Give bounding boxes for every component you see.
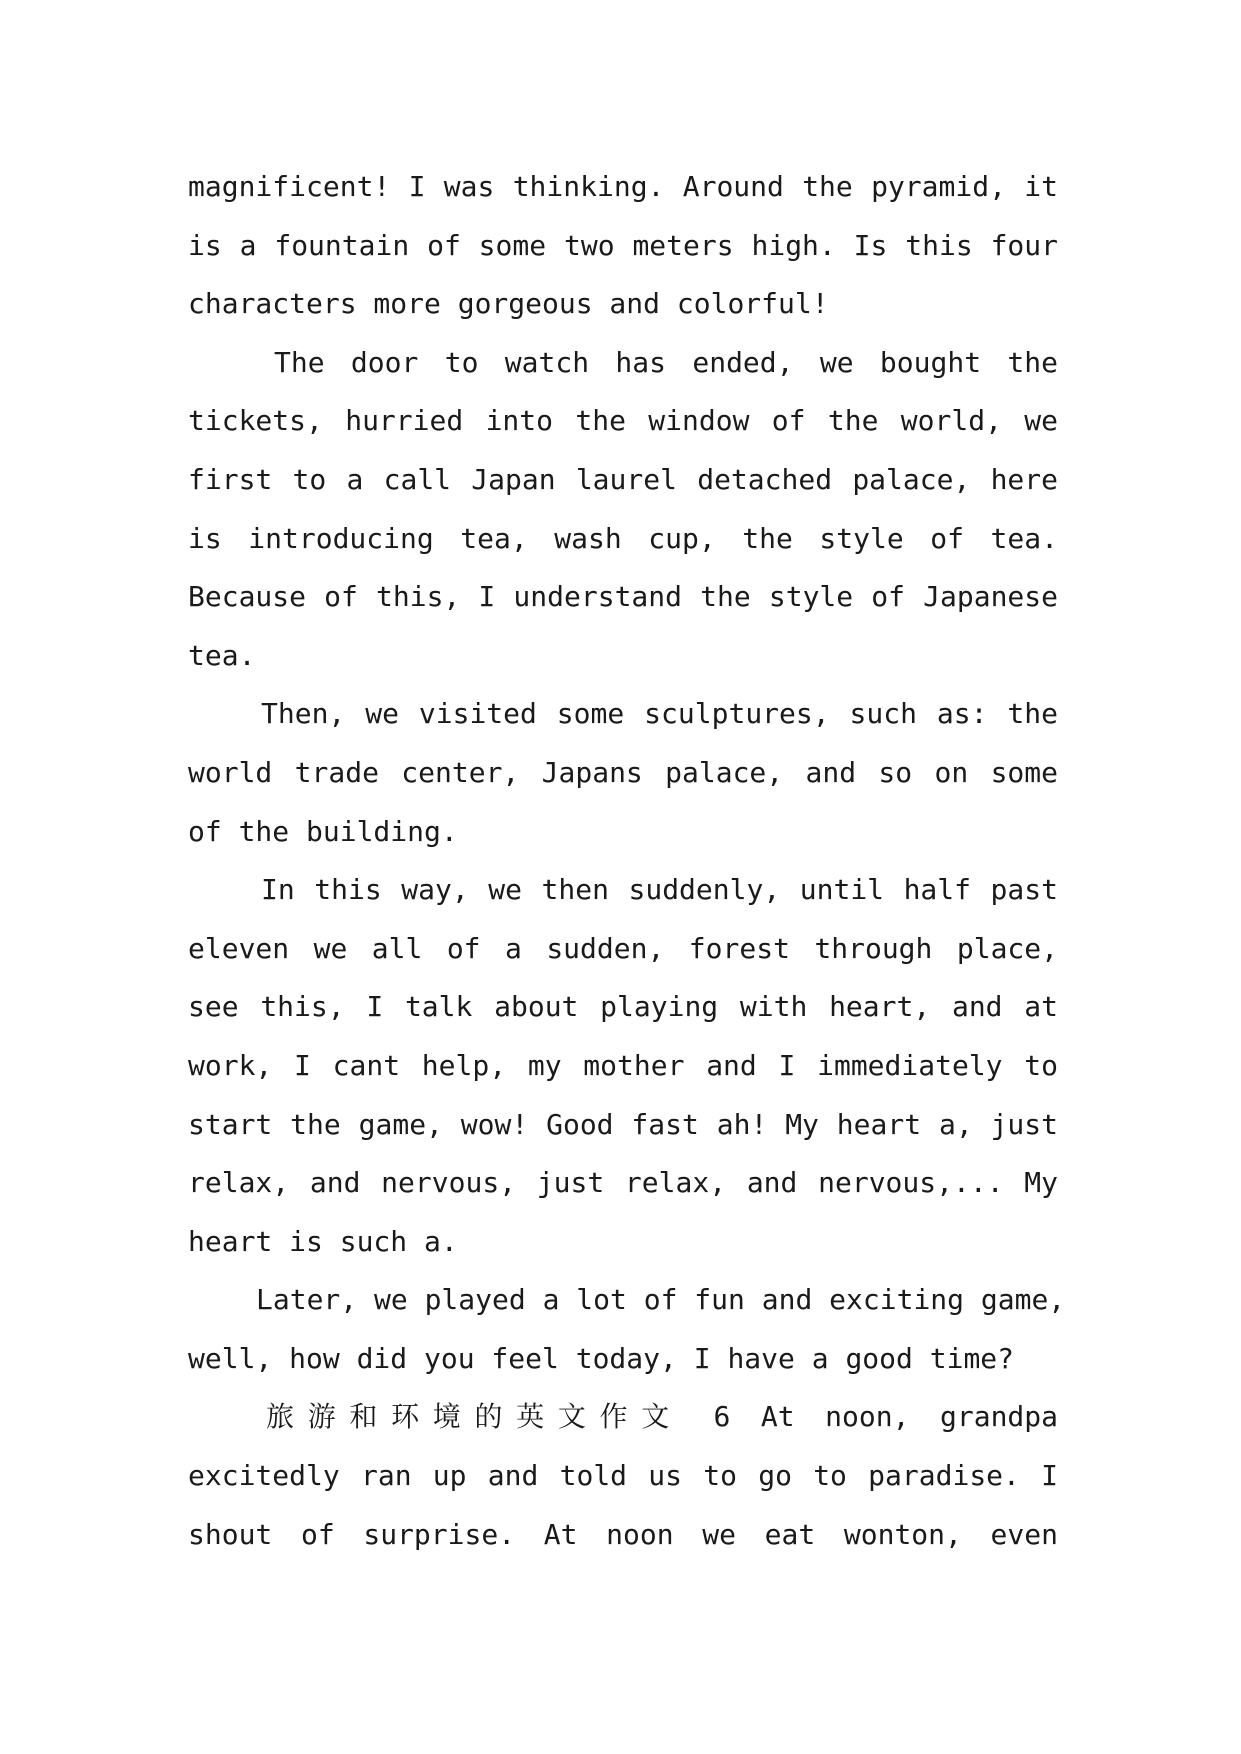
text-line: heart is such a.: [188, 1224, 458, 1258]
text-line: is a fountain of some two meters high. Is this four: [188, 228, 1058, 262]
text-line: tickets, hurried into the window of the world, we: [188, 404, 1058, 438]
text-line: excitedly ran up and told us to go to paradise. I: [188, 1459, 1058, 1493]
text-line: well, how did you feel today, I have a good time?: [188, 1341, 1015, 1375]
text-line: 旅游和环境的英文作文 6 At noon, grandpa: [266, 1400, 1058, 1434]
text-line: is introducing tea, wash cup, the style of tea.: [188, 521, 1058, 555]
text-line: Then, we visited some sculptures, such as: the: [261, 697, 1058, 731]
text-line: start the game, wow! Good fast ah! My heart a, just: [188, 1107, 1058, 1141]
text-line: first to a call Japan laurel detached palace, here: [188, 462, 1058, 496]
text-line: magnificent! I was thinking. Around the pyramid, it: [188, 170, 1058, 203]
text-line: tea.: [188, 638, 256, 672]
text-line: of the building.: [188, 814, 458, 848]
text-line: characters more gorgeous and colorful!: [188, 287, 829, 321]
body-text: [188, 158, 1066, 1564]
text-line: Because of this, I understand the style of Japanese: [188, 580, 1058, 614]
text-line: world trade center, Japans palace, and so on some: [188, 755, 1058, 789]
text-line: eleven we all of a sudden, forest through place,: [188, 931, 1058, 965]
text-line: work, I cant help, my mother and I immediately to: [188, 1048, 1058, 1082]
text-line: see this, I talk about playing with heart, and at: [188, 990, 1058, 1024]
text-line: shout of surprise. At noon we eat wonton, even: [188, 1517, 1058, 1551]
text-line: In this way, we then suddenly, until half past: [261, 873, 1058, 907]
text-line: Later, we played a lot of fun and exciting game,: [256, 1283, 1066, 1317]
text-line: relax, and nervous, just relax, and nervous,... My: [188, 1166, 1058, 1200]
text-line: The door to watch has ended, we bought the: [274, 345, 1058, 379]
